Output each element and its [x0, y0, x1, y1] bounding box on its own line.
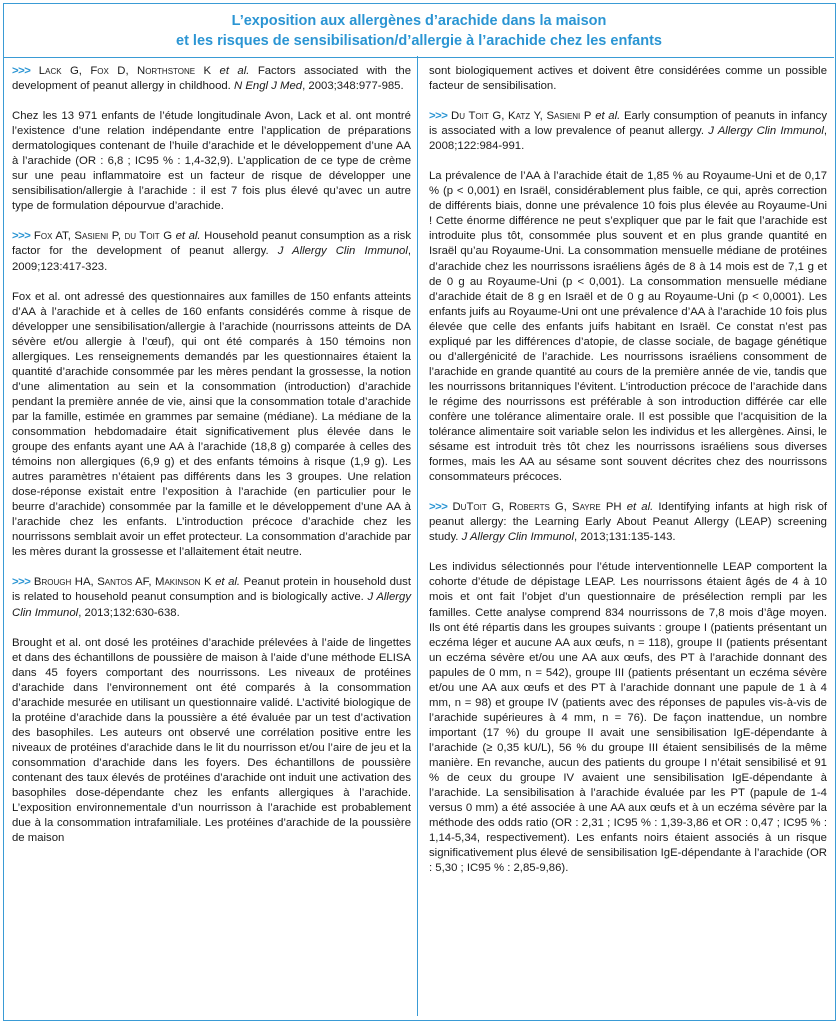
reference-marker: >>>: [429, 501, 448, 514]
reference-journal: J Allergy Clin Immunol: [12, 591, 412, 619]
reference-dutoit-2013: [429, 500, 827, 545]
reference-marker: >>>: [12, 230, 31, 243]
reference-authors: Du Toit G, Katz Y, Sasieni P: [451, 110, 592, 123]
reference-authors: Fox AT, Sasieni P, du Toit G: [33, 230, 173, 243]
summary-brough: Brought et al. ont dosé les protéines d’arachide prélevées à l’aide de lingettes et dans des échantillons de poussière de maison à l’aide d’une méthode ELISA dans 45 foyers comportant des nourrissons. Les niveaux de protéines d’arachide dans l’environnement ont été comparés à la consommation d’arachide mesurée en utilisant un questionnaire validé. L’activité biologique de la protéine d’arachide dans la poussière a été évaluée par un test d’activation des basophiles. Les auteurs ont observé une corrélation positive entre les niveaux de protéines d’arachide dans le lit du nourrisson et/ou l’aire de jeu et la consommation d’arachide dans les foyers. Des échantillons de poussière contenant des taux élevés de protéines d’arachide ont induit une activation des basophiles dose-dépendante chez les enfants allergiques à l’arachide. L’exposition environnementale d’un nourrisson à l’arachide est probablement due à la consommation intrafamiliale. Les protéines d’arachide de la poussière de maison: [12, 636, 411, 845]
reference-journal: N Engl J Med: [234, 80, 303, 93]
reference-title: Early consumption of peanuts in infancy is associated with a low prevalence of peanut allergy.: [429, 110, 828, 138]
title-box: [4, 4, 834, 58]
reference-citation: , 2013;131:135-143.: [574, 531, 676, 544]
title-line-1: L’exposition aux allergènes d’arachide dans la maison: [231, 12, 607, 29]
summary-du-toit-2008: La prévalence de l’AA à l’arachide était de 1,85 % au Royaume-Uni et de 0,17 % (p < 0,001) en Israël, considérablement plus faible, ce qui, après correction de différents biais, donne une prévalence 10 fois plus élevée au Royaume-Uni ! Cette énorme différence ne peut s’expliquer que par le fait que l’arachide est introduite plus tôt, consommée plus souvent et en plus grande quantité en Israël qu’au Royaume-Uni. La consommation mensuelle médiane de protéines d’arachide chez les nourrissons israéliens âgés de 8 à 14 mois est de 7,1 g et de 0 g au Royaume-Uni (p < 0,001). La consommation mensuelle médiane d’arachide était de 8 g en Israël et de 0 g au Royaume-Uni (p < 0,0001). Les enfants juifs au Royaume-Uni ont une prévalence d’AA à l’arachide 10 fois plus élevée que celle des enfants juifs habitant en Israël. Ce constat n’est pas expliqué par les différences d’atopie, de classe sociale, de bagage génétique ou d’allergénicité de l’arachide. Les nourrissons israéliens consomment de l’arachide en grande quantité au cours de la première année de vie, tandis que les nourrissons britanniques l’évitent. L’introduction précoce de l’arachide dans le régime des nourrissons est préférable à son introduction différée car elle confère une tolérance alimentaire orale. Il est possible que l’acquisition de la tolérance alimentaire soit variable selon les individus et les allergènes. Ainsi, le sésame est introduit très tôt chez les nourrissons israéliens sous diverses formes, mais les AA au sésame sont souvent décrites chez des nourrissons consommateurs précoces.: [429, 170, 827, 484]
reference-etal: et al.: [219, 65, 250, 77]
reference-citation: , 2013;132:630-638.: [78, 606, 180, 619]
left-column: [12, 64, 411, 861]
reference-citation: , 2008;122:984-991.: [429, 125, 827, 153]
reference-title: Household peanut consumption as a risk factor for the development of peanut allergy.: [12, 230, 411, 258]
reference-marker: >>>: [12, 65, 31, 77]
reference-citation: , 2003;348:977-985.: [302, 80, 404, 93]
reference-etal: et al.: [175, 230, 201, 243]
reference-etal: et al.: [626, 501, 654, 514]
reference-etal: et al.: [215, 576, 241, 589]
reference-marker: >>>: [429, 110, 448, 123]
reference-etal: et al.: [595, 110, 621, 123]
reference-du-toit-2008: [429, 109, 827, 154]
column-divider: [417, 56, 418, 1016]
reference-journal: J Allergy Clin Immunol: [277, 245, 408, 258]
reference-brough: [12, 575, 411, 620]
right-column: [429, 64, 827, 891]
summary-lack: Chez les 13 971 enfants de l’étude longitudinale Avon, Lack et al. ont montré l’existence d’une relation indépendante entre l’application de préparations dermatologiques contenant de l’huile d’arachide et le développement d’une AA à l’arachide (OR : 6,8 ; IC95 % : 1,4-32,9). L’application de ce type de crème sur une peau inflammatoire est un facteur de risque de développer une sensibilisation/allergie à l’arachide : il est 7 fois plus élevé qu’avec un autre type de formulation dépourvue d’arachide.: [12, 110, 411, 213]
reference-authors: DuToit G, Roberts G, Sayre PH: [452, 501, 622, 514]
reference-authors: Brough HA, Santos AF, Makinson K: [33, 576, 212, 589]
summary-dutoit-2013: Les individus sélectionnés pour l’étude interventionnelle LEAP comportent la cohorte d’étude de dépistage LEAP. Les nourrissons étaient âgés de 4 à 10 mois et ont fait l’objet d’un questionnaire de présélection rempli par les familles. Cette analyse comprend 834 nourrissons de 7,8 mois d’âge moyen. Ils ont été répartis dans les groupes suivants : groupe I (patients présentant un eczéma léger et aucune AA aux œufs, n = 118), groupe II (patients présentant un eczéma sévère et/ou une AA aux œufs, des PT à l’arachide donnant des papules de 0 mm, n = 542), groupe III (patients présentant un eczéma sévère et/ou une AA aux œufs et des PT à l’arachide donnant une papule de 1 à 4 mm, n = 98) et groupe IV (patients avec des réponses de papules vis-à-vis de l’arachide supérieures à 4 mm, n = 76). De façon inattendue, un nombre important (17 %) du groupe II avait une sensibilisation IgE-dépendante à l’arachide (≥ 0,35 kU/L), 56 % du groupe III étaient sensibilisés de la même manière. En revanche, aucun des patients du groupe I n’était sensibilisé et 91 % de ceux du groupe IV avaient une sensibilisation IgE-dépendante à l’arachide. La sensibilisation à l’arachide évaluée par les PT (papule de 1-4 versus 0 mm) a été associée à une AA aux œufs et à un eczéma sévère par la méthode des odds ratio (OR : 2,31 ; IC95 % : 1,39-3,86 et OR : 0,47 ; IC95 % : 1,14-5,34, respectivement). Les enfants noirs étaient associés à un risque significativement plus élevé de sensibilisation IgE-dépendante à l’arachide (OR : 5,30 ; IC95 % : 2,85-9,86).: [429, 561, 827, 875]
reference-title: Peanut protein in household dust is related to household peanut consumption and is biologically active.: [12, 576, 412, 604]
reference-title: Identifying infants at high risk of peanut allergy: the Learning Early About Peanut Allergy (LEAP) screening study.: [429, 501, 828, 544]
reference-citation: , 2009;123:417-323.: [12, 245, 411, 273]
reference-title: Factors associated with the development of peanut allergy in childhood.: [12, 65, 412, 93]
title-line-2: et les risques de sensibilisation/d’allergie à l’arachide chez les enfants: [176, 32, 662, 49]
summary-fox: Fox et al. ont adressé des questionnaires aux familles de 150 enfants atteints d’AA à l’arachide et à celles de 160 enfants considérés comme à risque de développer une sensibilisation/allergie à l’arachide (nourrissons atteints de DA sévère et/ou allergie à l’œuf), qui ont été comparés à 150 témoins non allergiques. Les renseignements demandés par les questionnaires étaient la quantité d’arachide consommée par les mères pendant la grossesse, la notion d’une alimentation au sein et la consommation (introduction) d’arachide pendant la première année de vie, ainsi que la consommation totale d’arachide par la famille, estimée en grammes par semaine (médiane). La médiane de la consommation hebdomadaire était significativement plus élevée dans le groupe des enfants ayant une AA à l’arachide (18,8 g) comparée à celles des témoins non allergiques (6,9 g) et des enfants témoins à risque (1,9 g). Les autres paramètres n’étaient pas différents dans les 3 groupes. Une relation dose-réponse existait entre l’exposition à l’arachide (en particulier pour le beurre d’arachide) consommée par la famille et le développement d’une AA à l’arachide chez les enfants. L’introduction précoce d’arachide chez les nourrissons semblait avoir un effet protecteur. La consommation d’arachide par les mères durant la grossesse et l’allaitement était neutre.: [12, 290, 411, 559]
reference-marker: >>>: [12, 576, 31, 589]
reference-journal: J Allergy Clin Immunol: [708, 125, 824, 138]
reference-fox: [12, 229, 411, 274]
summary-brough-continued: sont biologiquement actives et doivent être considérées comme un possible facteur de sensibilisation.: [429, 65, 827, 93]
reference-authors: Lack G, Fox D, Northstone K: [38, 65, 212, 77]
reference-lack: [12, 64, 411, 94]
reference-journal: J Allergy Clin Immunol: [461, 531, 575, 544]
